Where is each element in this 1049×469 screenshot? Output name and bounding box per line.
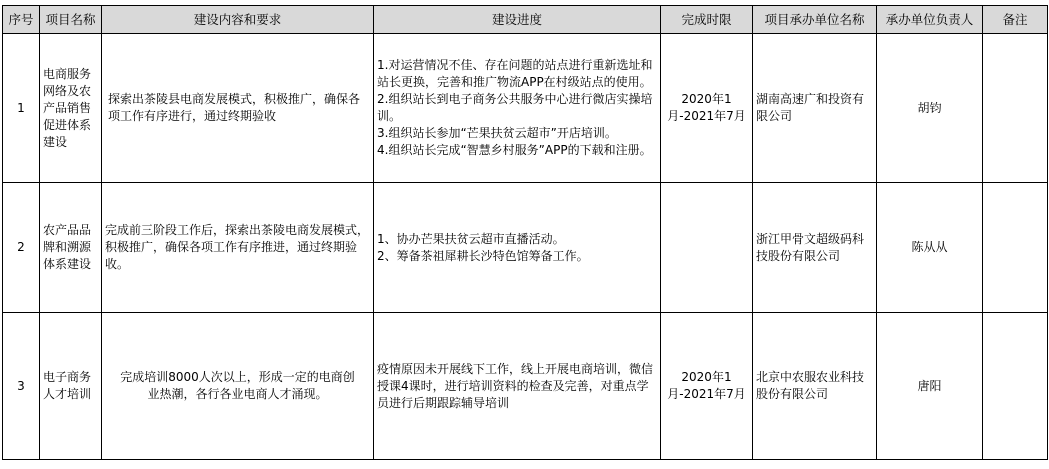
cell-unit: 浙江甲骨文超级码科技股份有限公司 [753, 183, 877, 313]
cell-remark [983, 183, 1048, 313]
header-no: 序号 [3, 6, 40, 34]
header-content: 建设内容和要求 [102, 6, 374, 34]
header-unit: 项目承办单位名称 [753, 6, 877, 34]
cell-unit: 湖南高速广和投资有限公司 [753, 34, 877, 183]
progress-line: 4.组织站长完成“智慧乡村服务”APP的下载和注册。 [377, 143, 652, 157]
table-row [3, 313, 1048, 460]
header-deadline: 完成时限 [661, 6, 753, 34]
cell-name: 电商服务网络及农产品销售促进体系建设 [40, 34, 102, 183]
header-leader: 承办单位负责人 [877, 6, 983, 34]
progress-line: 1.对运营情况不佳、存在问题的站点进行重新选址和站长更换，完善和推广物流APP在村级站点的使用。 [377, 58, 653, 89]
cell-leader: 胡钧 [877, 34, 983, 183]
cell-no: 1 [3, 34, 40, 183]
cell-no: 3 [3, 313, 40, 460]
cell-progress [374, 313, 661, 460]
cell-name: 农产品品牌和溯源体系建设 [40, 183, 102, 313]
cell-no: 2 [3, 183, 40, 313]
header-name: 项目名称 [40, 6, 102, 34]
progress-line: 1、协办芒果扶贫云超市直播活动。 [377, 231, 565, 246]
cell-remark [983, 34, 1048, 183]
progress-line: 2、筹备茶祖犀耕长沙特色馆筹备工作。 [377, 248, 589, 263]
cell-unit: 北京中农服农业科技股份有限公司 [753, 313, 877, 460]
cell-leader: 唐阳 [877, 313, 983, 460]
cell-deadline [661, 183, 753, 313]
cell-deadline: 2020年1月-2021年7月 [661, 313, 753, 460]
progress-line: 疫情原因未开展线下工作，线上开展电商培训，微信授课4课时，进行培训资料的检查及完善，对重点学员进行后期跟踪辅导培训 [377, 361, 654, 410]
cell-content: 完成培训8000人次以上，形成一定的电商创业热潮，各行各业电商人才涌现。 [102, 313, 374, 460]
table-row [3, 183, 1048, 313]
progress-line: 2.组织站长到电子商务公共服务中心进行微店实操培训。 [377, 92, 653, 123]
table-header-row [3, 6, 1048, 34]
cell-content: 完成前三阶段工作后，探索出茶陵电商发展模式，积极推广，确保各项工作有序推进，通过终期验收。 [102, 183, 374, 313]
cell-progress [374, 34, 661, 183]
cell-content: 探索出茶陵县电商发展模式，积极推广，确保各项工作有序进行，通过终期验收 [102, 34, 374, 183]
progress-line: 3.组织站长参加“芒果扶贫云超市”开店培训。 [377, 126, 617, 140]
cell-deadline: 2020年1月-2021年7月 [661, 34, 753, 183]
cell-remark [983, 313, 1048, 460]
cell-progress [374, 183, 661, 313]
table-row [3, 34, 1048, 183]
project-table [2, 5, 1048, 460]
header-progress: 建设进度 [374, 6, 661, 34]
header-remark: 备注 [983, 6, 1048, 34]
cell-leader: 陈从从 [877, 183, 983, 313]
cell-name: 电子商务人才培训 [40, 313, 102, 460]
